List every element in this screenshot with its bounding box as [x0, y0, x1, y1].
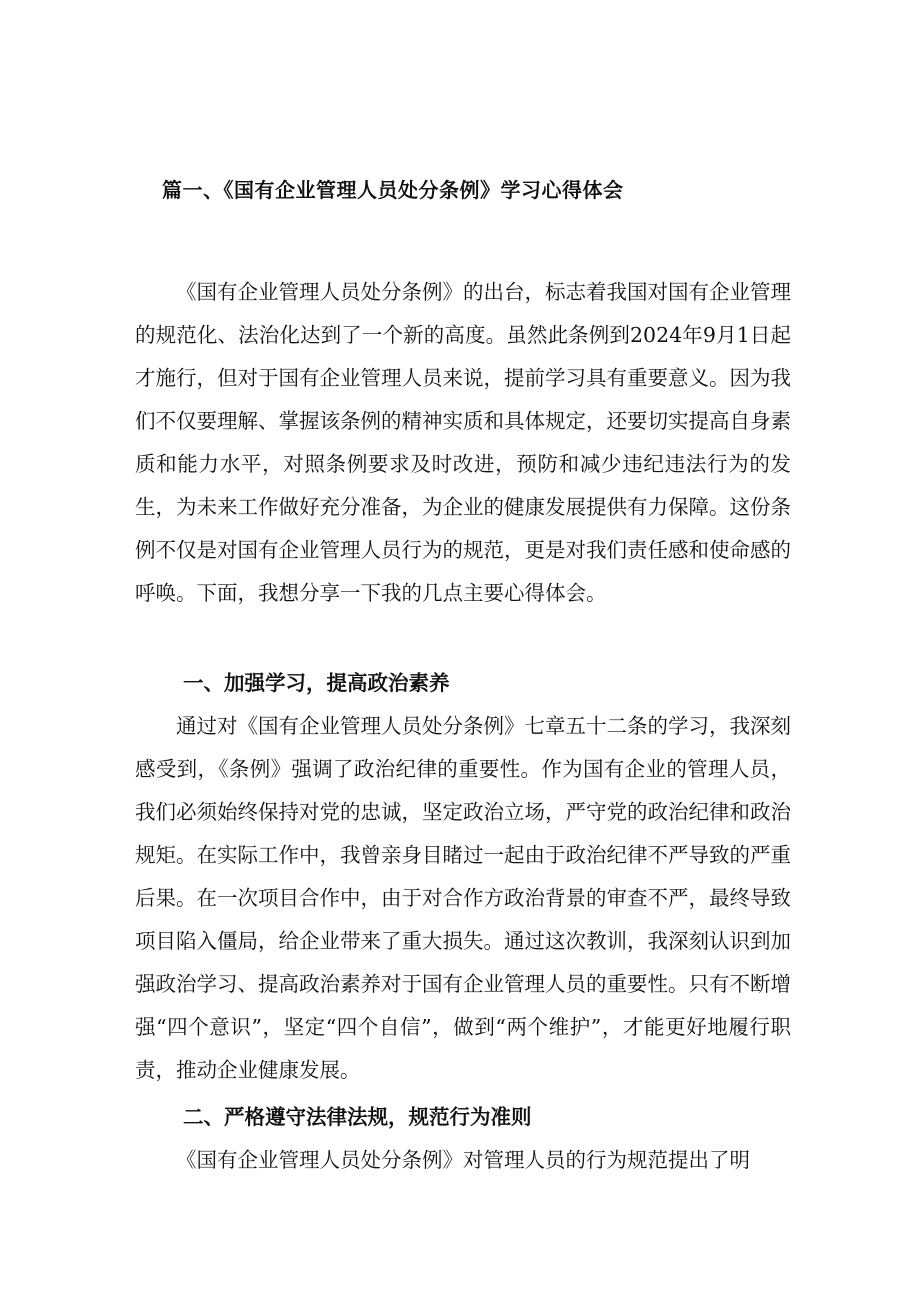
- section-paragraph-2: 《国有企业管理人员处分条例》对管理人员的行为规范提出了明: [176, 1148, 750, 1172]
- document-title: 篇一、《国有企业管理人员处分条例》学习心得体会: [162, 178, 624, 202]
- section-heading-1: 一、加强学习，提高政治素养: [183, 671, 450, 695]
- section-paragraph-1: 通过对《国有企业管理人员处分条例》七章五十二条的学习，我深刻感受到，《条例》强调了政治纪律的重要性。作为国有企业的管理人员，我们必须始终保持对党的忠诚，坚定政治立场，严守党的政治纪律和政治规矩。在实际工作中，我曾亲身目睹过一起由于政治纪律不严导致的严重后果。在一次项目合作中，由于对合作方政治背景的审查不严，最终导致项目陷入僵局，给企业带来了重大损失。通过这次教训，我深刻认识到加强政治学习、提高政治素养对于国有企业管理人员的重要性。只有不断增强“四个意识”，坚定“四个自信”，做到“两个维护”，才能更好地履行职责，推动企业健康发展。: [135, 714, 791, 1082]
- section-heading-2: 二、严格遵守法律法规，规范行为准则: [183, 1105, 532, 1129]
- intro-paragraph: 《国有企业管理人员处分条例》的出台，标志着我国对国有企业管理的规范化、法治化达到了一个新的高度。虽然此条例到2024年9月1日起才施行，但对于国有企业管理人员来说，提前学习具有重要意义。因为我们不仅要理解、掌握该条例的精神实质和具体规定，还要切实提高自身素质和能力水平，对照条例要求及时改进，预防和减少违纪违法行为的发生，为未来工作做好充分准备，为企业的健康发展提供有力保障。这份条例不仅是对国有企业管理人员行为的规范，更是对我们责任感和使命感的呼唤。下面，我想分享一下我的几点主要心得体会。: [135, 280, 791, 605]
